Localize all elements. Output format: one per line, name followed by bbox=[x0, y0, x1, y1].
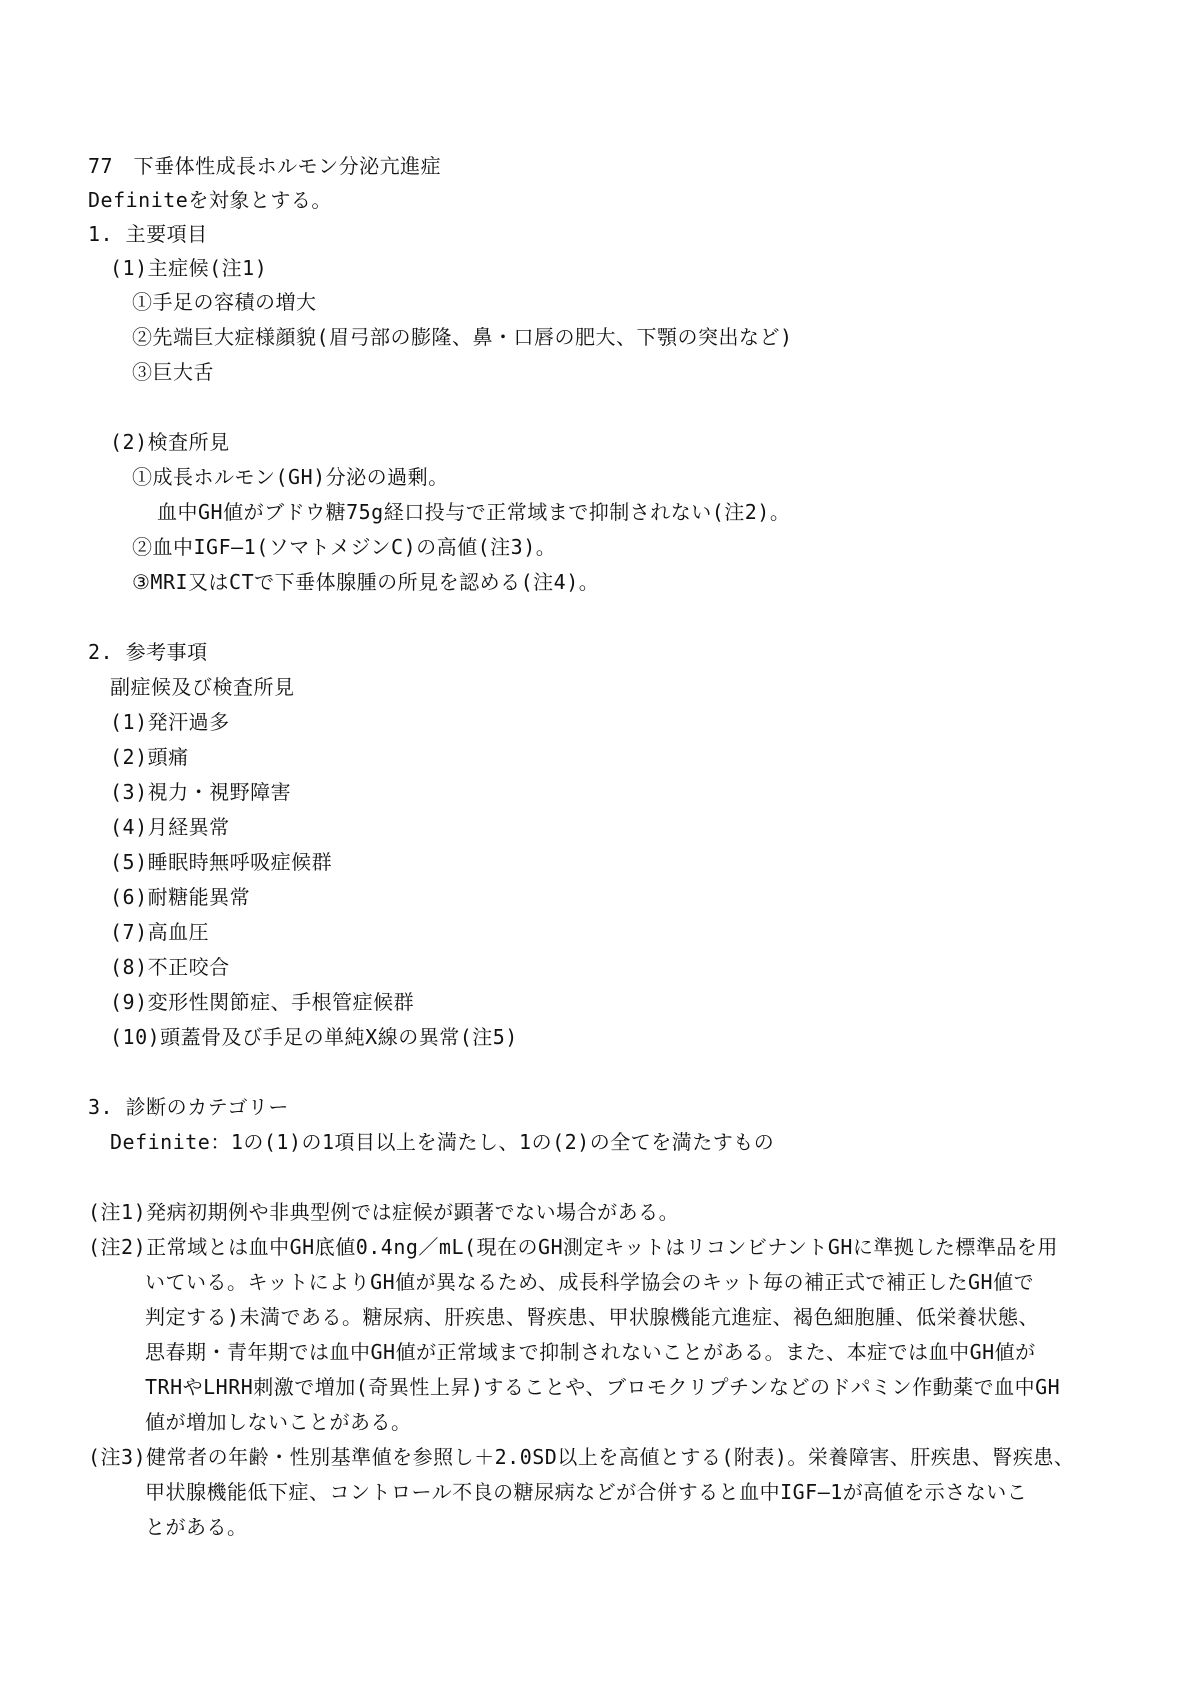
section1-sub2-heading: (2)検査所見 bbox=[110, 430, 230, 454]
note-line: 思春期・青年期では血中GH値が正常域まで抑制されないことがある。また、本症では血中GH値が bbox=[145, 1340, 1036, 1364]
note-3 bbox=[88, 1445, 1074, 1469]
note-line: TRHやLHRH刺激で増加(奇異性上昇)することや、ブロモクリプチンなどのドパミン作動薬で血中GH bbox=[145, 1375, 1061, 1399]
symptom-item: ②先端巨大症様顔貌(眉弓部の膨隆、鼻・口唇の肥大、下顎の突出など) bbox=[132, 325, 793, 349]
symptom-item: ①手足の容積の増大 bbox=[132, 290, 317, 314]
section2-subheading: 副症候及び検査所見 bbox=[110, 675, 295, 699]
finding-item: ①成長ホルモン(GH)分泌の過剰。 bbox=[132, 465, 449, 489]
finding-item: ②血中IGF—1(ソマトメジンC)の高値(注3)。 bbox=[132, 535, 557, 559]
definite-criteria: Definite：1の(1)の1項目以上を満たし、1の(2)の全てを満たすもの bbox=[110, 1130, 775, 1154]
note-tag: (注3) bbox=[88, 1445, 147, 1469]
note-line: 判定する)未満である。糖尿病、肝疾患、腎疾患、甲状腺機能亢進症、褐色細胞腫、低栄養状態、 bbox=[145, 1305, 1040, 1329]
note-line: いている。キットによりGH値が異なるため、成長科学協会のキット毎の補正式で補正したGH値で bbox=[145, 1270, 1035, 1294]
reference-item: (10)頭蓋骨及び手足の単純X線の異常(注5) bbox=[110, 1025, 518, 1049]
note-line: とがある。 bbox=[145, 1515, 248, 1539]
finding-item-continuation: 血中GH値がブドウ糖75g経口投与で正常域まで抑制されない(注2)。 bbox=[157, 500, 791, 524]
section3-heading: 3. 診断のカテゴリー bbox=[88, 1095, 289, 1119]
reference-item: (5)睡眠時無呼吸症候群 bbox=[110, 850, 333, 874]
reference-item: (3)視力・視野障害 bbox=[110, 780, 292, 804]
note-1 bbox=[88, 1200, 679, 1224]
reference-item: (2)頭痛 bbox=[110, 745, 189, 769]
note-line: 発病初期例や非典型例では症候が顕著でない場合がある。 bbox=[146, 1200, 680, 1224]
note-line: 健常者の年齢・性別基準値を参照し＋2.0SD以上を高値とする(附表)。栄養障害、肝疾患、腎疾患、 bbox=[146, 1445, 1075, 1469]
reference-item: (7)高血圧 bbox=[110, 920, 210, 944]
page-title: 77 下垂体性成長ホルモン分泌亢進症 bbox=[88, 154, 442, 178]
reference-item: (4)月経異常 bbox=[110, 815, 230, 839]
reference-item: (1)発汗過多 bbox=[110, 710, 230, 734]
note-line: 値が増加しないことがある。 bbox=[145, 1410, 412, 1434]
section1-heading: 1. 主要項目 bbox=[88, 222, 208, 246]
symptom-item: ③巨大舌 bbox=[132, 360, 214, 384]
note-line: 正常域とは血中GH底値0.4ng／mL(現在のGH測定キットはリコンビナントGHに準拠した標準品を用 bbox=[146, 1235, 1058, 1259]
reference-item: (6)耐糖能異常 bbox=[110, 885, 251, 909]
reference-item: (9)変形性関節症、手根管症候群 bbox=[110, 990, 415, 1014]
note-line: 甲状腺機能低下症、コントロール不良の糖尿病などが合併すると血中IGF—1が高値を示さないこ bbox=[145, 1480, 1028, 1504]
section2-heading: 2. 参考事項 bbox=[88, 640, 208, 664]
finding-item: ③MRI又はCTで下垂体腺腫の所見を認める(注4)。 bbox=[132, 570, 600, 594]
section1-sub1-heading: (1)主症候(注1) bbox=[110, 256, 268, 280]
note-tag: (注2) bbox=[88, 1235, 147, 1259]
note-tag: (注1) bbox=[88, 1200, 147, 1224]
note-2 bbox=[88, 1235, 1058, 1259]
reference-item: (8)不正咬合 bbox=[110, 955, 230, 979]
scope-text: Definiteを対象とする。 bbox=[88, 188, 332, 212]
